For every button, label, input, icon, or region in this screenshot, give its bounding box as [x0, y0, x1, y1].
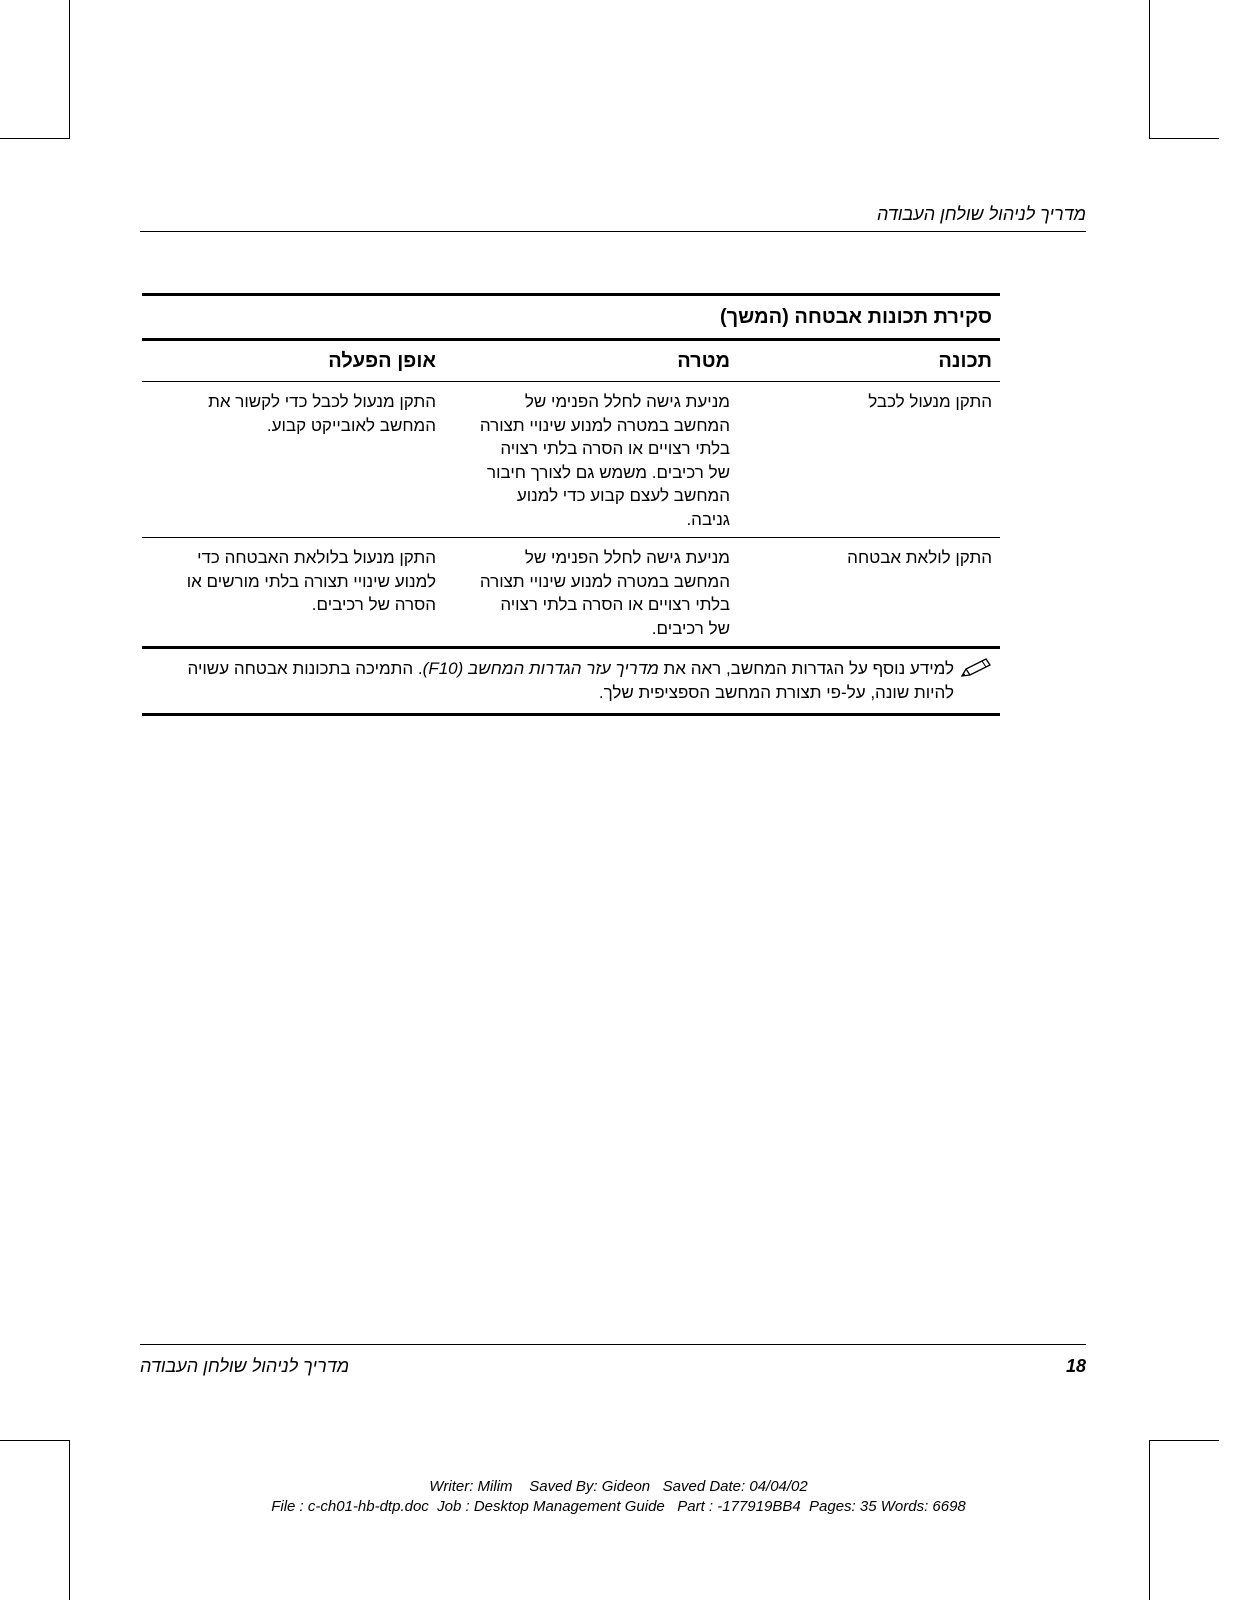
- pencil-note-icon: [954, 657, 992, 705]
- note-text-after: . התמיכה בתכונות אבטחה עשויה להיות שונה, על-פי תצורת המחשב הספציפית שלך.: [187, 659, 954, 702]
- feature-cell: התקן מנעול לכבל: [868, 392, 992, 411]
- crop-mark-top-left-v: [69, 0, 70, 139]
- table-caption: סקירת תכונות אבטחה (המשך): [719, 306, 992, 328]
- crop-mark-top-left-h: [0, 138, 70, 139]
- note-text: [148, 657, 954, 705]
- page-number: 18: [1065, 1356, 1086, 1376]
- crop-mark-top-right-h: [1149, 138, 1219, 139]
- purpose-cell: מניעת גישה לחלל הפנימי של המחשב במטרה למנוע שינויי תצורה בלתי רצויים או הסרה בלתי רצויה של רכיבים. משמש גם לצורך חיבור המחשב לעצם קבוע כדי למנוע גניבה.: [479, 392, 730, 529]
- table-note: [142, 649, 1000, 713]
- note-text-before: למידע נוסף על הגדרות המחשב, ראה את: [658, 659, 954, 678]
- crop-mark-bottom-left-v: [69, 1440, 70, 1600]
- table-header-row: [142, 341, 1000, 381]
- activation-cell: התקן מנעול לכבל כדי לקשור את המחשב לאובייקט קבוע.: [208, 392, 436, 435]
- footer-rule: [140, 1344, 1086, 1345]
- table-row: [142, 382, 1000, 537]
- table-bottom-rule: [142, 713, 1000, 716]
- column-header-feature: תכונה: [938, 350, 992, 372]
- crop-mark-bottom-left-h: [0, 1440, 70, 1441]
- column-header-purpose: מטרה: [677, 350, 730, 372]
- purpose-cell: מניעת גישה לחלל הפנימי של המחשב במטרה למנוע שינויי תצורה בלתי רצויים או הסרה בלתי רצויה של רכיבים.: [479, 548, 730, 638]
- activation-cell: התקן מנעול בלולאת האבטחה כדי למנוע שינויי תצורה בלתי מורשים או הסרה של רכיבים.: [186, 548, 436, 614]
- crop-mark-top-right-v: [1149, 0, 1150, 139]
- crop-mark-bottom-right-v: [1149, 1440, 1150, 1600]
- running-header: מדריך לניהול שולחן העבודה: [876, 204, 1086, 224]
- guide-title: מדריך עזר הגדרות המחשב (F10): [422, 659, 659, 678]
- doc-meta-line-2: File : c-ch01-hb-dtp.doc Job : Desktop Management Guide Part : -177919BB4 Pages: 35 Words: 6698: [271, 1498, 966, 1515]
- header-rule: [140, 231, 1086, 232]
- doc-meta-line-1: Writer: Milim Saved By: Gideon Saved Date: 04/04/02: [429, 1478, 808, 1495]
- column-header-activation: אופן הפעלה: [328, 350, 436, 372]
- feature-cell: התקן לולאת אבטחה: [847, 548, 992, 567]
- crop-mark-bottom-right-h: [1149, 1440, 1219, 1441]
- table-row: [142, 538, 1000, 646]
- security-features-table: [142, 293, 1000, 716]
- footer-title: מדריך לניהול שולחן העבודה: [140, 1356, 350, 1376]
